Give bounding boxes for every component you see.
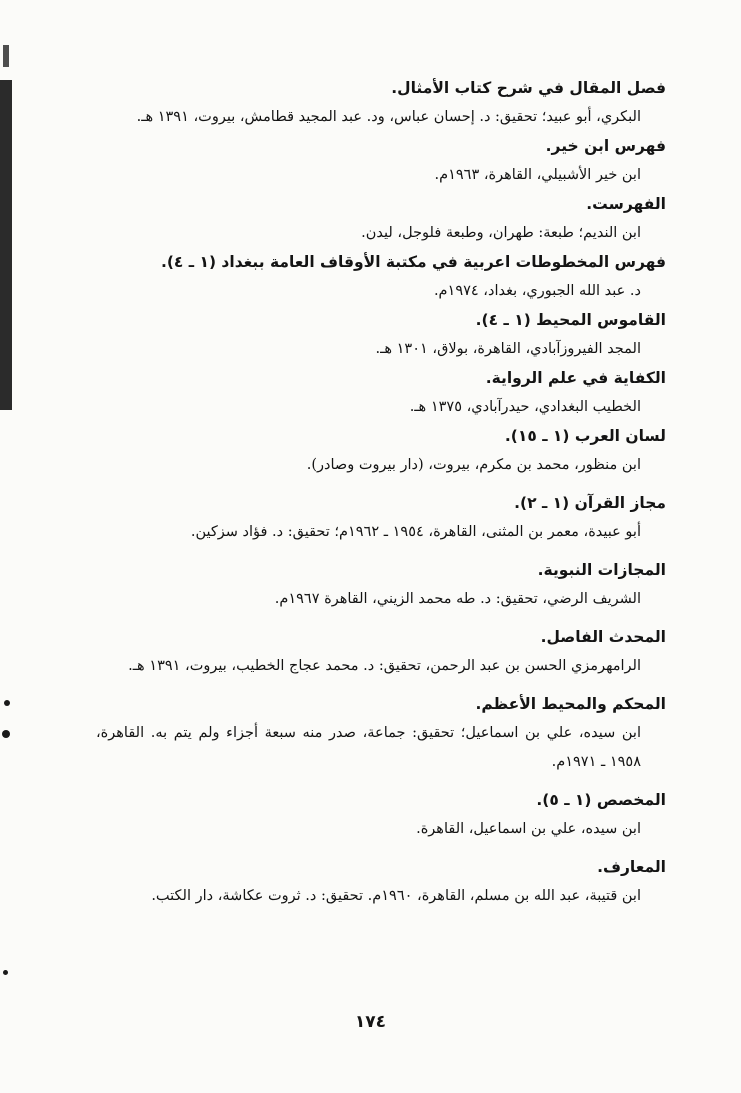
bibliography-entry <box>96 853 666 911</box>
entry-title: مجاز القرآن (١ ـ ٢). <box>514 494 666 512</box>
entry-details: ابن خير الأشبيلي، القاهرة، ١٩٦٣م. <box>434 167 641 183</box>
entry-title: المحدث الفاصل. <box>540 628 666 646</box>
entry-details: ابن سيده، علي بن اسماعيل، القاهرة. <box>416 821 641 837</box>
entry-title: المجازات النبوية. <box>537 561 666 579</box>
bibliography-entry <box>96 74 666 132</box>
scan-speck <box>2 730 10 738</box>
page-number: ١٧٤ <box>354 1012 387 1032</box>
entry-details: ابن سيده، علي بن اسماعيل؛ تحقيق: جماعة، صدر منه سبعة أجزاء ولم يتم به. القاهرة، ١٩٥٨ ـ ١٩٧١م. <box>96 725 641 770</box>
bibliography-list <box>96 74 666 911</box>
entry-details: د. عبد الله الجبوري، بغداد، ١٩٧٤م. <box>433 283 641 299</box>
bibliography-entry <box>96 786 666 844</box>
entry-details: ابن النديم؛ طبعة: طهران، وطبعة فلوجل، ليدن. <box>361 225 641 241</box>
bibliography-entry <box>96 690 666 777</box>
bibliography-entry <box>96 306 666 364</box>
entry-details: أبو عبيدة، معمر بن المثنى، القاهرة، ١٩٥٤ ـ ١٩٦٢م؛ تحقيق: د. فؤاد سزكين. <box>190 524 641 540</box>
entry-details: البكري، أبو عبيد؛ تحقيق: د. إحسان عباس، ود. عبد المجيد قطامش، بيروت، ١٣٩١ هـ. <box>136 109 641 125</box>
bibliography-entry <box>96 190 666 248</box>
scan-shadow-left-small <box>3 45 9 67</box>
entry-details: المجد الفيروزآبادي، القاهرة، بولاق، ١٣٠١ هـ. <box>375 341 641 357</box>
entry-details: ابن منظور، محمد بن مكرم، بيروت، (دار بيروت وصادر). <box>306 457 641 473</box>
entry-title: المخصص (١ ـ ٥). <box>536 791 666 809</box>
scan-speck <box>4 700 10 706</box>
entry-title: الكفاية في علم الرواية. <box>485 369 666 387</box>
bibliography-entry <box>96 623 666 681</box>
bibliography-entry <box>96 364 666 422</box>
entry-details: الشريف الرضي، تحقيق: د. طه محمد الزيني، القاهرة ١٩٦٧م. <box>274 591 641 607</box>
entry-title: المعارف. <box>597 858 666 876</box>
bibliography-entry <box>96 132 666 190</box>
entry-title: فهرس المخطوطات اعربية في مكتبة الأوقاف العامة ببغداد (١ ـ ٤). <box>160 253 666 271</box>
entry-title: الفهرست. <box>586 195 666 213</box>
scan-speck <box>3 970 8 975</box>
scan-shadow-left <box>0 80 12 410</box>
entry-details: الخطيب البغدادي، حيدرآبادي، ١٣٧٥ هـ. <box>409 399 641 415</box>
bibliography-entry <box>96 248 666 306</box>
bibliography-entry <box>96 422 666 480</box>
bibliography-entry <box>96 489 666 547</box>
entry-title: لسان العرب (١ ـ ١٥). <box>504 427 666 445</box>
entry-details: ابن قتيبة، عبد الله بن مسلم، القاهرة، ١٩٦٠م. تحقيق: د. ثروت عكاشة، دار الكتب. <box>151 888 641 904</box>
entry-details: الرامهرمزي الحسن بن عبد الرحمن، تحقيق: د. محمد عجاج الخطيب، بيروت، ١٣٩١ هـ. <box>128 658 641 674</box>
bibliography-entry <box>96 556 666 614</box>
entry-title: فصل المقال في شرح كتاب الأمثال. <box>391 79 666 97</box>
entry-title: فهرس ابن خير. <box>545 137 666 155</box>
entry-title: القاموس المحيط (١ ـ ٤). <box>475 311 666 329</box>
entry-title: المحكم والمحيط الأعظم. <box>475 695 666 713</box>
